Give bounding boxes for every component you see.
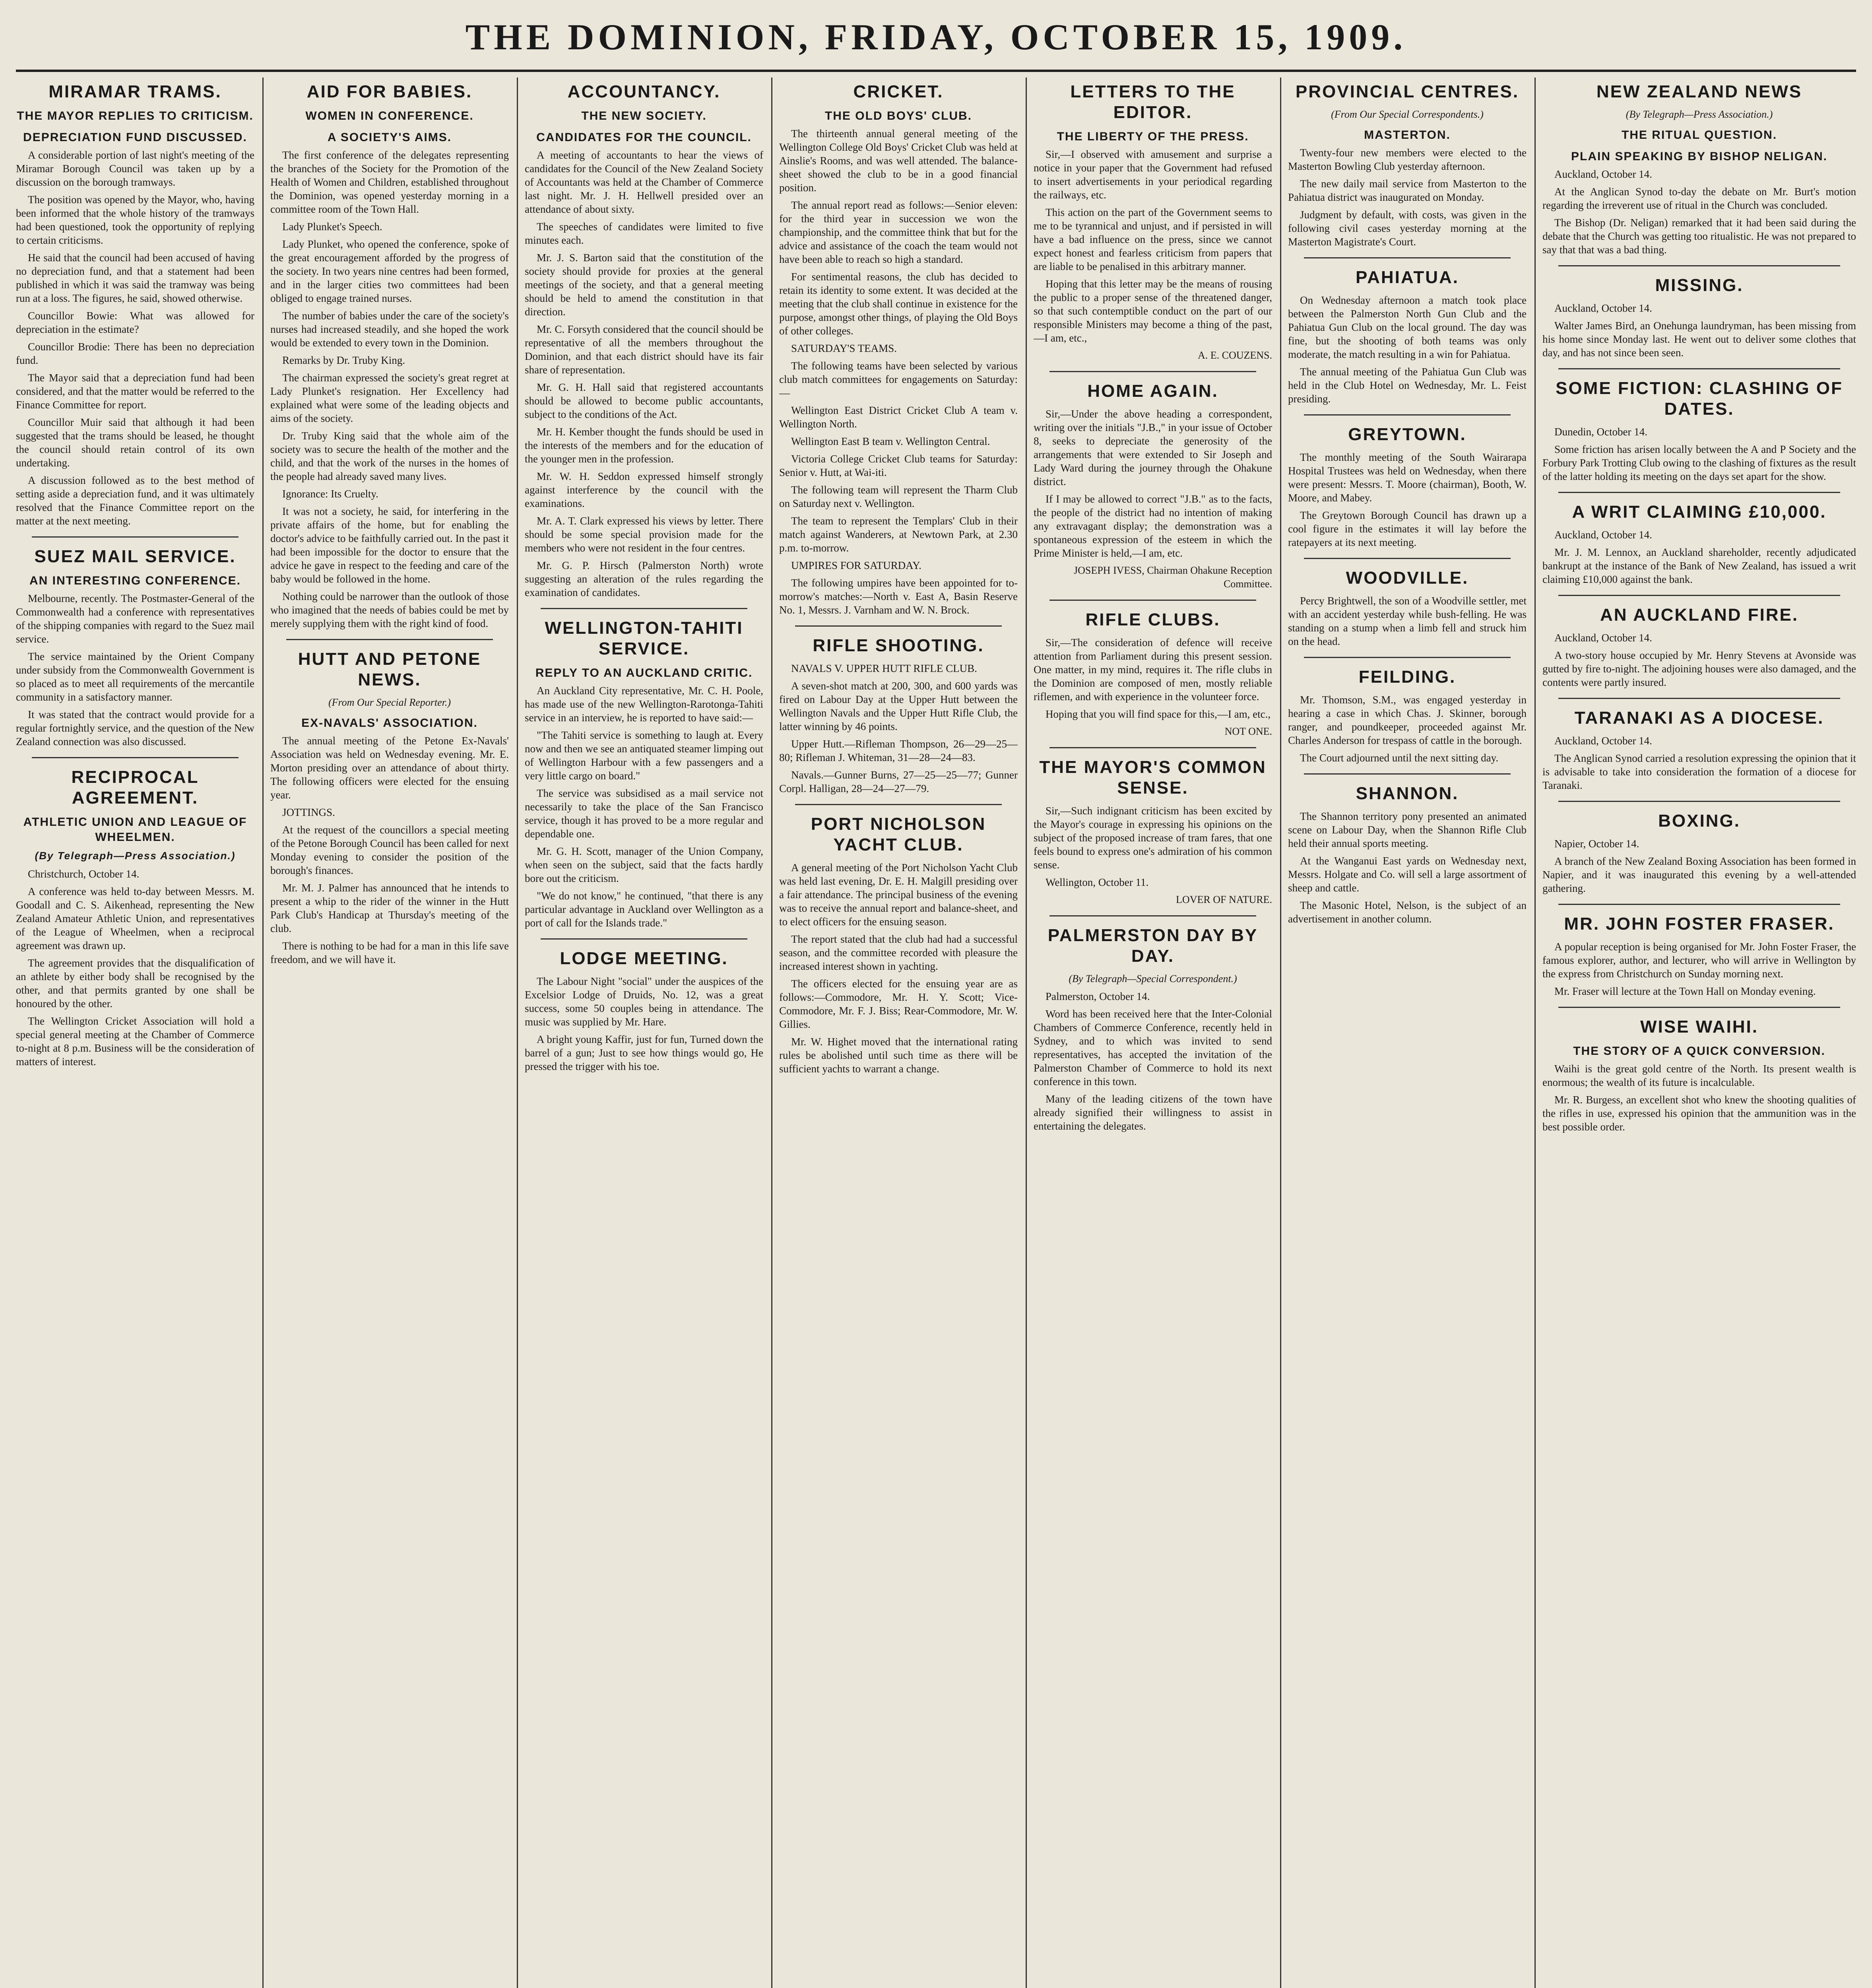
letter-signature: A. E. COUZENS. — [1197, 349, 1272, 361]
article-heading: RECIPROCAL AGREEMENT. — [71, 767, 199, 808]
article-paragraph: Auckland, October 14. — [1554, 529, 1652, 541]
article-subheading: (By Telegraph—Press Association.) — [35, 850, 236, 862]
article-paragraph: A considerable portion of last night's meeting of the Miramar Borough Council was taken up by a discussion on the borough tramways. — [16, 149, 254, 188]
article-paragraph: On Wednesday afternoon a match took place between the Palmerston North Gun Club and the Pahiatua Gun Club on the local ground. The day was fine, but the shooting of both teams was only moderate, the match resulting in a win for Pahiatua. — [1288, 294, 1527, 360]
article-separator — [1558, 265, 1840, 266]
article-separator — [1049, 915, 1256, 916]
article-paragraph: Dunedin, October 14. — [1554, 426, 1647, 438]
article-paragraph: Sir,—The consideration of defence will receive attention from Parliament during this present session. One matter, in my mind, requires it. The rifle clubs in the Dominion are composed of men, mostly reliable riflemen, and with experience in the volunteer force. — [1034, 637, 1272, 703]
letter-signature: LOVER OF NATURE. — [1176, 894, 1272, 905]
article-heading: SUEZ MAIL SERVICE. — [34, 547, 236, 566]
article-paragraph: "We do not know," he continued, "that there is any particular advantage in Auckland over Wellington as a port of call for the Islands trade." — [525, 890, 763, 929]
article-paragraph: Upper Hutt.—Rifleman Thompson, 26—29—25—80; Rifleman J. Whiteman, 31—28—24—83. — [779, 738, 1018, 763]
article-subheading: PLAIN SPEAKING BY BISHOP NELIGAN. — [1571, 150, 1827, 163]
column-4 — [779, 78, 1018, 1988]
article-paragraph: For sentimental reasons, the club has decided to retain its identity to some extent. It was decided at the meeting that the club shall continue in existence for the purpose, amongst other things, of playing the Old Boys of other colleges. — [779, 271, 1018, 337]
article-separator — [1558, 368, 1840, 369]
article-paragraph: The Shannon territory pony presented an animated scene on Labour Day, when the Shannon Rifle Club held their annual sports meeting. — [1288, 810, 1527, 849]
article-separator — [1304, 558, 1511, 559]
article-paragraph: The annual report read as follows:—Senior eleven: for the third year in succession we won the championship, and the committee think that but for the advice and assistance of the coach the team would not have been able to reach so high a standard. — [779, 199, 1018, 265]
article-heading: SHANNON. — [1356, 784, 1459, 803]
article-heading: RIFLE CLUBS. — [1085, 610, 1220, 629]
article-paragraph: Christchurch, October 14. — [28, 868, 140, 880]
article-paragraph: Mr. W. H. Seddon expressed himself strongly against interference by the council with the examinations. — [525, 470, 763, 509]
article-paragraph: Lady Plunket's Speech. — [282, 221, 382, 233]
masthead: THE DOMINION, FRIDAY, OCTOBER 15, 1909. — [465, 17, 1407, 57]
article-paragraph: At the request of the councillors a special meeting of the Petone Borough Council has been called for next Monday evening to consider the position of the borough's finances. — [270, 824, 509, 876]
article-separator — [795, 625, 1002, 627]
article-paragraph: Navals.—Gunner Burns, 27—25—25—77; Gunner Corpl. Halligan, 28—24—27—79. — [779, 769, 1018, 794]
article-paragraph: Waihi is the great gold centre of the North. Its present wealth is enormous; the wealth of its future is incalculable. — [1542, 1063, 1856, 1088]
article-paragraph: The Labour Night "social" under the auspices of the Excelsior Lodge of Druids, No. 12, was a great success, some 50 couples being in attendance. The music was supplied by Mr. Hare. — [525, 975, 763, 1028]
column-divider — [517, 78, 518, 1988]
article-paragraph: The Wellington Cricket Association will hold a special general meeting at the Chamber of Commerce to-night at 8 p.m. Business will be the consideration of matters of interest. — [16, 1015, 254, 1068]
article-subheading: (From Our Special Correspondents.) — [1331, 109, 1484, 120]
article-heading: FEILDING. — [1358, 667, 1456, 687]
article-separator — [1049, 600, 1256, 601]
article-subheading: REPLY TO AN AUCKLAND CRITIC. — [535, 666, 753, 679]
article-paragraph: Councillor Bowie: What was allowed for depreciation in the estimate? — [16, 310, 254, 335]
article-subheading: THE NEW SOCIETY. — [581, 109, 707, 122]
column-3 — [525, 78, 763, 1988]
article-paragraph: Auckland, October 14. — [1554, 735, 1652, 747]
article-heading: ACCOUNTANCY. — [567, 82, 721, 101]
article-paragraph: Mr. G. H. Scott, manager of the Union Company, when seen on the subject, said that the facts hardly bore out the criticism. — [525, 845, 763, 884]
article-paragraph: Auckland, October 14. — [1554, 632, 1652, 644]
article-paragraph: At the Anglican Synod to-day the debate on Mr. Burt's motion regarding the irreverent use of ritual in the Church was concluded. — [1542, 186, 1856, 211]
article-paragraph: The officers elected for the ensuing year are as follows:—Commodore, Mr. H. Y. Scott; Vice-Commodore, Mr. F. J. Biss; Rear-Commodore, Mr. W. Gillies. — [779, 978, 1018, 1030]
article-subheading: WOMEN IN CONFERENCE. — [305, 109, 474, 122]
article-paragraph: Mr. G. H. Hall said that registered accountants should be allowed to become public accountants, subject to the conditions of the Act. — [525, 381, 763, 420]
article-paragraph: NAVALS V. UPPER HUTT RIFLE CLUB. — [791, 662, 977, 674]
article-paragraph: The following umpires have been appointed for to-morrow's matches:—North v. East A, Basin Reserve No. 1, Messrs. J. Varnham and W. N. Brock. — [779, 577, 1018, 616]
article-paragraph: A general meeting of the Port Nicholson Yacht Club was held last evening, Dr. E. H. Malgill presiding over a fair attendance. The principal business of the evening was to receive the annual report and balance-sheet, and to elect officers for the ensuing season. — [779, 862, 1018, 928]
article-paragraph: SATURDAY'S TEAMS. — [791, 342, 897, 354]
article-subheading: (By Telegraph—Press Association.) — [1626, 109, 1773, 120]
article-paragraph: The Court adjourned until the next sitting day. — [1300, 752, 1499, 764]
article-paragraph: Many of the leading citizens of the town have already signified their willingness to assist in entertaining the delegates. — [1034, 1093, 1272, 1132]
article-paragraph: Councillor Brodie: There has been no depreciation fund. — [16, 341, 254, 366]
article-paragraph: Wellington, October 11. — [1046, 876, 1149, 888]
article-paragraph: The annual meeting of the Pahiatua Gun Club was held in the Club Hotel on Wednesday, Mr. L. Feist presiding. — [1288, 366, 1527, 405]
article-paragraph: The first conference of the delegates representing the branches of the Society for the Promotion of the Health of Women and Children, established throughout the Dominion, was opened yesterday morning in a committee room of the Town Hall. — [270, 149, 509, 215]
article-paragraph: A bright young Kaffir, just for fun, Turned down the barrel of a gun; Just to see how things would go, He pressed the trigger with his toe. — [525, 1033, 763, 1072]
article-paragraph: A meeting of accountants to hear the views of candidates for the Council of the New Zealand Society of Accountants was held at the Chamber of Commerce last night. Mr. J. H. Hellwell presided over an attendance of about sixty. — [525, 149, 763, 215]
article-paragraph: Mr. W. Highet moved that the international rating rules be abolished until such time as there will be sufficient yachts to warrant a change. — [779, 1036, 1018, 1075]
article-heading: MISSING. — [1655, 276, 1744, 295]
article-paragraph: The service was subsidised as a mail service not necessarily to take the place of the San Francisco service, though it has proved to be a more regular and dependable one. — [525, 787, 763, 840]
article-paragraph: This action on the part of the Government seems to me to be tyrannical and unjust, and if persisted in will have a bad influence on the press, since we cannot expect honest and fearless criticism from papers that are liable to be penalised in this arbitrary manner. — [1034, 206, 1272, 272]
article-paragraph: Napier, October 14. — [1554, 838, 1639, 850]
article-paragraph: The thirteenth annual general meeting of the Wellington College Old Boys' Cricket Club was held at Ainslie's Rooms, and was well attended. The balance-sheet showed the club to be in a good financial position. — [779, 128, 1018, 194]
article-paragraph: Nothing could be narrower than the outlook of those who imagined that the needs of babies could be met by merely supplying them with the right kind of food. — [270, 590, 509, 629]
letter-signature: NOT ONE. — [1224, 726, 1272, 737]
column-7 — [1542, 78, 1856, 1988]
article-subheading: MASTERTON. — [1364, 128, 1451, 142]
article-paragraph: Mr. H. Kember thought the funds should be used in the interests of the members and for the education of the younger men in the profession. — [525, 426, 763, 465]
article-paragraph: The chairman expressed the society's great regret at Lady Plunket's resignation. Her Excellency had explained what were some of the leading objects and aims of the society. — [270, 372, 509, 424]
article-heading: THE MAYOR'S COMMON SENSE. — [1039, 757, 1267, 798]
article-paragraph: Word has been received here that the Inter-Colonial Chambers of Commerce Conference, recently held in Sydney, and to which was invited to send representatives, has accepted the invitation of the Palmerston Chamber of Commerce to hold its next conference in this town. — [1034, 1008, 1272, 1087]
article-heading: PORT NICHOLSON YACHT CLUB. — [811, 814, 986, 854]
article-paragraph: The annual meeting of the Petone Ex-Navals' Association was held on Wednesday evening. Mr. E. Morton presiding over an attendance of about thirty. The following officers were elected for the ensuing year. — [270, 735, 509, 801]
article-heading: MR. JOHN FOSTER FRASER. — [1564, 914, 1835, 934]
column-1 — [16, 78, 254, 1988]
article-heading: LETTERS TO THE EDITOR. — [1070, 82, 1236, 122]
article-paragraph: He said that the council had been accused of having no depreciation fund, and that a statement had been published in which it was said the tramway was being run at a loss. The figures, he said, showed otherwise. — [16, 252, 254, 304]
article-paragraph: The report stated that the club had had a successful season, and the committee recorded with pleasure the increased interest shown in yachting. — [779, 933, 1018, 972]
article-paragraph: Mr. A. T. Clark expressed his views by letter. There should be some special provision made for the members who were not resident in the four centres. — [525, 515, 763, 554]
article-subheading: EX-NAVALS' ASSOCIATION. — [301, 716, 478, 730]
article-paragraph: Mr. Fraser will lecture at the Town Hall on Monday evening. — [1554, 985, 1816, 997]
article-paragraph: The number of babies under the care of the society's nurses had increased steadily, and she hoped the work would be extended to every town in the Dominion. — [270, 310, 509, 349]
article-subheading: THE RITUAL QUESTION. — [1621, 128, 1777, 142]
article-subheading: THE MAYOR REPLIES TO CRITICISM. — [17, 109, 254, 122]
article-paragraph: A branch of the New Zealand Boxing Association has been formed in Napier, and it was inaugurated this evening by a well-attended gathering. — [1542, 855, 1856, 894]
masthead-rule — [16, 70, 1856, 72]
article-paragraph: The new daily mail service from Masterton to the Pahiatua district was inaugurated on Monday. — [1288, 178, 1527, 203]
article-paragraph: Mr. G. P. Hirsch (Palmerston North) wrote suggesting an alteration of the rules regarding the examination of candidates. — [525, 559, 763, 598]
article-paragraph: The service maintained by the Orient Company under subsidy from the Commonwealth Government is so placed as to meet all requirements of the mercantile community in a satisfactory manner. — [16, 650, 254, 703]
article-paragraph: Auckland, October 14. — [1554, 168, 1652, 180]
article-paragraph: A popular reception is being organised for Mr. John Foster Fraser, the famous explorer, author, and lecturer, who will arrive in Wellington by the express from Christchurch on Sunday morning next. — [1542, 941, 1856, 980]
article-paragraph: An Auckland City representative, Mr. C. H. Poole, has made use of the new Wellington-Rarotonga-Tahiti service in an interview, he is reported to have said:— — [525, 685, 763, 724]
article-separator — [1558, 492, 1840, 493]
article-separator — [1304, 257, 1511, 258]
article-separator — [541, 938, 747, 940]
article-subheading: (By Telegraph—Special Correspondent.) — [1069, 973, 1237, 984]
article-paragraph: JOTTINGS. — [282, 806, 335, 818]
article-paragraph: Mr. C. Forsyth considered that the council should be representative of all the members throughout the Dominion, and that each district should have its fair share of representation. — [525, 323, 763, 376]
article-paragraph: The following team will represent the Tharm Club on Saturday next v. Wellington. — [779, 484, 1018, 509]
article-separator — [1558, 904, 1840, 905]
article-paragraph: UMPIRES FOR SATURDAY. — [791, 559, 921, 571]
article-paragraph: Twenty-four new members were elected to the Masterton Bowling Club yesterday afternoon. — [1288, 147, 1527, 172]
article-paragraph: The team to represent the Templars' Club in their match against Wanderers, at Newtown Park, at 2.30 p.m. to-morrow. — [779, 515, 1018, 554]
article-heading: CRICKET. — [853, 82, 944, 101]
article-paragraph: Mr. R. Burgess, an excellent shot who knew the shooting qualities of the rifles in use, expressed his opinion that the ammunition was in the best possible order. — [1542, 1094, 1856, 1133]
article-subheading: AN INTERESTING CONFERENCE. — [29, 574, 241, 587]
article-paragraph: The Greytown Borough Council has drawn up a cool figure in the estimates it will lay before the ratepayers at its next meeting. — [1288, 509, 1527, 548]
article-paragraph: The agreement provides that the disqualification of an athlete by either body shall be recognised by the other, and that permits granted by one shall be honoured by the other. — [16, 957, 254, 1010]
article-heading: NEW ZEALAND NEWS — [1596, 82, 1802, 101]
article-paragraph: Hoping that you will find space for this,—I am, etc., — [1046, 708, 1271, 720]
article-paragraph: The Masonic Hotel, Nelson, is the subject of an advertisement in another column. — [1288, 899, 1527, 925]
letter-signature: JOSEPH IVESS, Chairman Ohakune Reception Committee. — [1073, 565, 1272, 590]
article-heading: RIFLE SHOOTING. — [813, 636, 984, 655]
article-heading: GREYTOWN. — [1348, 425, 1467, 444]
article-paragraph: Auckland, October 14. — [1554, 302, 1652, 314]
article-paragraph: Councillor Muir said that although it had been suggested that the trams should be leased, he thought the council should retain control of its own undertaking. — [16, 416, 254, 469]
article-separator — [795, 804, 1002, 805]
article-paragraph: Sir,—Under the above heading a correspondent, writing over the initials "J.B.," in your issue of October 8, seeks to depreciate the generosity of the arrangements that were extended to Sir Joseph and Lady Ward during the journey through the Ohakune district. — [1034, 408, 1272, 487]
article-subheading: A SOCIETY'S AIMS. — [327, 131, 452, 144]
article-paragraph: If I may be allowed to correct "J.B." as to the facts, the people of the district had no intention of making any extravagant display; the demonstration was a spontaneous expression of the esteem in which the Prime Minister is held,—I am, etc. — [1034, 493, 1272, 559]
article-separator — [1304, 657, 1511, 658]
article-heading: BOXING. — [1658, 811, 1740, 831]
article-paragraph: Hoping that this letter may be the means of rousing the public to a proper sense of the threatened danger, so that such contemptible conduct on the part of our responsible Ministers may become a thing of the past,—I am, etc., — [1034, 278, 1272, 344]
article-heading: WOODVILLE. — [1346, 568, 1469, 588]
article-subheading: DEPRECIATION FUND DISCUSSED. — [23, 131, 247, 144]
article-paragraph: Mr. M. J. Palmer has announced that he intends to present a whip to the rider of the winner in the Hutt Park Club's Handicap at Thursday's meeting of the club. — [270, 882, 509, 934]
article-paragraph: Ignorance: Its Cruelty. — [282, 488, 378, 500]
column-5 — [1034, 78, 1272, 1988]
article-heading: WELLINGTON-TAHITI SERVICE. — [545, 618, 743, 658]
article-subheading: THE OLD BOYS' CLUB. — [824, 109, 972, 122]
article-heading: WISE WAIHI. — [1640, 1017, 1758, 1037]
article-subheading: ATHLETIC UNION AND LEAGUE OF WHEELMEN. — [23, 815, 247, 844]
article-separator — [1049, 371, 1256, 372]
article-paragraph: Remarks by Dr. Truby King. — [282, 354, 405, 366]
article-paragraph: Lady Plunket, who opened the conference, spoke of the great encouragement afforded by the progress of the society. In two years nine centres had been formed, and in the larger cities two committees had been obliged to engage trained nurses. — [270, 238, 509, 304]
article-paragraph: A discussion followed as to the best method of setting aside a depreciation fund, and it was ultimately resolved that the Finance Committee report on the matter at the next meeting. — [16, 474, 254, 527]
column-divider — [771, 78, 772, 1988]
article-paragraph: "The Tahiti service is something to laugh at. Every now and then we see an antiquated steamer limping out of Wellington Harbour with a few passengers and a very little cargo on board." — [525, 729, 763, 782]
article-subheading: CANDIDATES FOR THE COUNCIL. — [536, 131, 752, 144]
article-paragraph: Wellington East B team v. Wellington Central. — [791, 435, 990, 447]
article-heading: SOME FICTION: CLASHING OF DATES. — [1556, 379, 1843, 419]
article-paragraph: The Mayor said that a depreciation fund had been considered, and that the matter would be referred to the Finance Committee for report. — [16, 372, 254, 411]
article-heading: AN AUCKLAND FIRE. — [1600, 605, 1799, 625]
column-divider — [1534, 78, 1536, 1988]
article-paragraph: The following teams have been selected by various club match committees for engagements on Saturday:— — [779, 360, 1018, 399]
article-paragraph: There is nothing to be had for a man in this life save freedom, and we will have it. — [270, 940, 509, 965]
column-divider — [262, 78, 264, 1988]
article-paragraph: The monthly meeting of the South Wairarapa Hospital Trustees was held on Wednesday, when there were present: Messrs. T. Moore (chairman), Booth, W. Moore, and Mabey. — [1288, 451, 1527, 504]
article-paragraph: It was stated that the contract would provide for a regular fortnightly service, and the question of the New Zealand connection was also discussed. — [16, 709, 254, 747]
article-heading: PALMERSTON DAY BY DAY. — [1048, 926, 1258, 966]
article-subheading: THE STORY OF A QUICK CONVERSION. — [1573, 1044, 1825, 1058]
article-heading: TARANAKI AS A DIOCESE. — [1574, 708, 1824, 728]
article-paragraph: Mr. Thomson, S.M., was engaged yesterday in hearing a case in which Chas. J. Skinner, borough ranger, and poundkeeper, proceeded against Mr. Charles Anderson for trespass of cattle in the borough. — [1288, 694, 1527, 746]
article-paragraph: Some friction has arisen locally between the A and P Society and the Forbury Park Trotting Club owing to the clashing of fixtures as the result of the latter holding its meeting on the days set apart for the show. — [1542, 443, 1856, 482]
article-separator — [32, 757, 239, 758]
article-paragraph: Victoria College Cricket Club teams for Saturday: Senior v. Hutt, at Wai-iti. — [779, 453, 1018, 478]
article-paragraph: Sir,—Such indignant criticism has been excited by the Mayor's courage in expressing his opinions on the subject of the proposed increase of tram fares, that one feels bound to express one's admiration of his common sense. — [1034, 805, 1272, 871]
column-6 — [1288, 78, 1527, 1988]
article-paragraph: The Anglican Synod carried a resolution expressing the opinion that it is advisable to take into consideration the formation of a diocese for Taranaki. — [1542, 752, 1856, 791]
article-separator — [1558, 1007, 1840, 1008]
article-separator — [1049, 747, 1256, 748]
article-separator — [1304, 414, 1511, 415]
article-heading: PROVINCIAL CENTRES. — [1295, 82, 1519, 101]
article-heading: HUTT AND PETONE NEWS. — [298, 649, 481, 689]
article-paragraph: The position was opened by the Mayor, who, having been informed that the whole history of the tramways had been questioned, took the opportunity of replying to certain criticisms. — [16, 194, 254, 246]
article-separator — [1558, 801, 1840, 802]
article-paragraph: Palmerston, October 14. — [1046, 990, 1150, 1002]
article-paragraph: The speeches of candidates were limited to five minutes each. — [525, 221, 763, 246]
article-paragraph: Percy Brightwell, the son of a Woodville settler, met with an accident yesterday while bush-felling. He was standing on a stump when a limb fell and struck him on the head. — [1288, 595, 1527, 647]
article-paragraph: Walter James Bird, an Onehunga laundryman, has been missing from his home since Monday last. He went out to deliver some clothes that day, and has not since been seen. — [1542, 320, 1856, 359]
article-separator — [32, 536, 239, 538]
article-paragraph: It was not a society, he said, for interfering in the private affairs of the home, but for enabling the doctor's advice to be faithfully carried out. In the past it had been impossible for the doctor to ensure that the advice he gave in respect to the feeding and care of the baby would be followed in the home. — [270, 505, 509, 585]
column-divider — [1026, 78, 1027, 1988]
article-paragraph: A seven-shot match at 200, 300, and 600 yards was fired on Labour Day at the Upper Hutt between the Wellington Navals and the Upper Hutt Rifle Club, the latter winning by 46 points. — [779, 680, 1018, 732]
article-separator — [1304, 773, 1511, 775]
article-paragraph: A two-story house occupied by Mr. Henry Stevens at Avonside was gutted by fire to-night. The adjoining houses were also damaged, and the contents were partly insured. — [1542, 649, 1856, 688]
article-separator — [541, 608, 747, 609]
article-separator — [1558, 595, 1840, 596]
article-paragraph: Judgment by default, with costs, was given in the following civil cases yesterday morning at the Masterton Magistrate's Court. — [1288, 209, 1527, 248]
article-heading: MIRAMAR TRAMS. — [48, 82, 222, 101]
article-paragraph: Melbourne, recently. The Postmaster-General of the Commonwealth had a conference with representatives of the shipping companies with regard to the Suez mail service. — [16, 592, 254, 645]
article-separator — [1558, 698, 1840, 699]
article-paragraph: At the Wanganui East yards on Wednesday next, Messrs. Holgate and Co. will sell a large assortment of sheep and cattle. — [1288, 855, 1527, 894]
article-separator — [286, 639, 493, 640]
article-paragraph: Mr. J. S. Barton said that the constitution of the society should provide for proxies at the general meetings of the society, and that a general meeting should be held to amend the constitution in that direction. — [525, 252, 763, 318]
article-paragraph: Sir,—I observed with amusement and surprise a notice in your paper that the Government had refused to insert advertisements in your periodical regarding the railways, etc. — [1034, 148, 1272, 201]
article-heading: HOME AGAIN. — [1087, 381, 1218, 401]
article-paragraph: The Bishop (Dr. Neligan) remarked that it had been said during the debate that the Church was getting too ritualistic. He was not prepared to say that that was a bad thing. — [1542, 217, 1856, 256]
article-heading: AID FOR BABIES. — [307, 82, 473, 101]
article-heading: PAHIATUA. — [1355, 268, 1459, 287]
column-2 — [270, 78, 509, 1988]
article-paragraph: Wellington East District Cricket Club A team v. Wellington North. — [779, 404, 1018, 430]
column-divider — [1280, 78, 1281, 1988]
article-heading: A WRIT CLAIMING £10,000. — [1572, 502, 1827, 522]
article-paragraph: Mr. J. M. Lennox, an Auckland shareholder, recently adjudicated bankrupt at the instance of the Bank of New Zealand, has issued a writ claiming £10,000 against the bank. — [1542, 546, 1856, 585]
article-heading: LODGE MEETING. — [560, 949, 728, 968]
article-paragraph: Dr. Truby King said that the whole aim of the society was to secure the health of the mother and the child, and that the work of the nurses in the homes of the people had already saved many lives. — [270, 430, 509, 482]
article-paragraph: A conference was held to-day between Messrs. M. Goodall and C. S. Aikenhead, representing the New Zealand Amateur Athletic Union, and representatives of the League of Wheelmen, when a reciprocal agreement was drawn up. — [16, 885, 254, 951]
article-subheading: THE LIBERTY OF THE PRESS. — [1057, 130, 1249, 143]
article-subheading: (From Our Special Reporter.) — [328, 697, 451, 708]
